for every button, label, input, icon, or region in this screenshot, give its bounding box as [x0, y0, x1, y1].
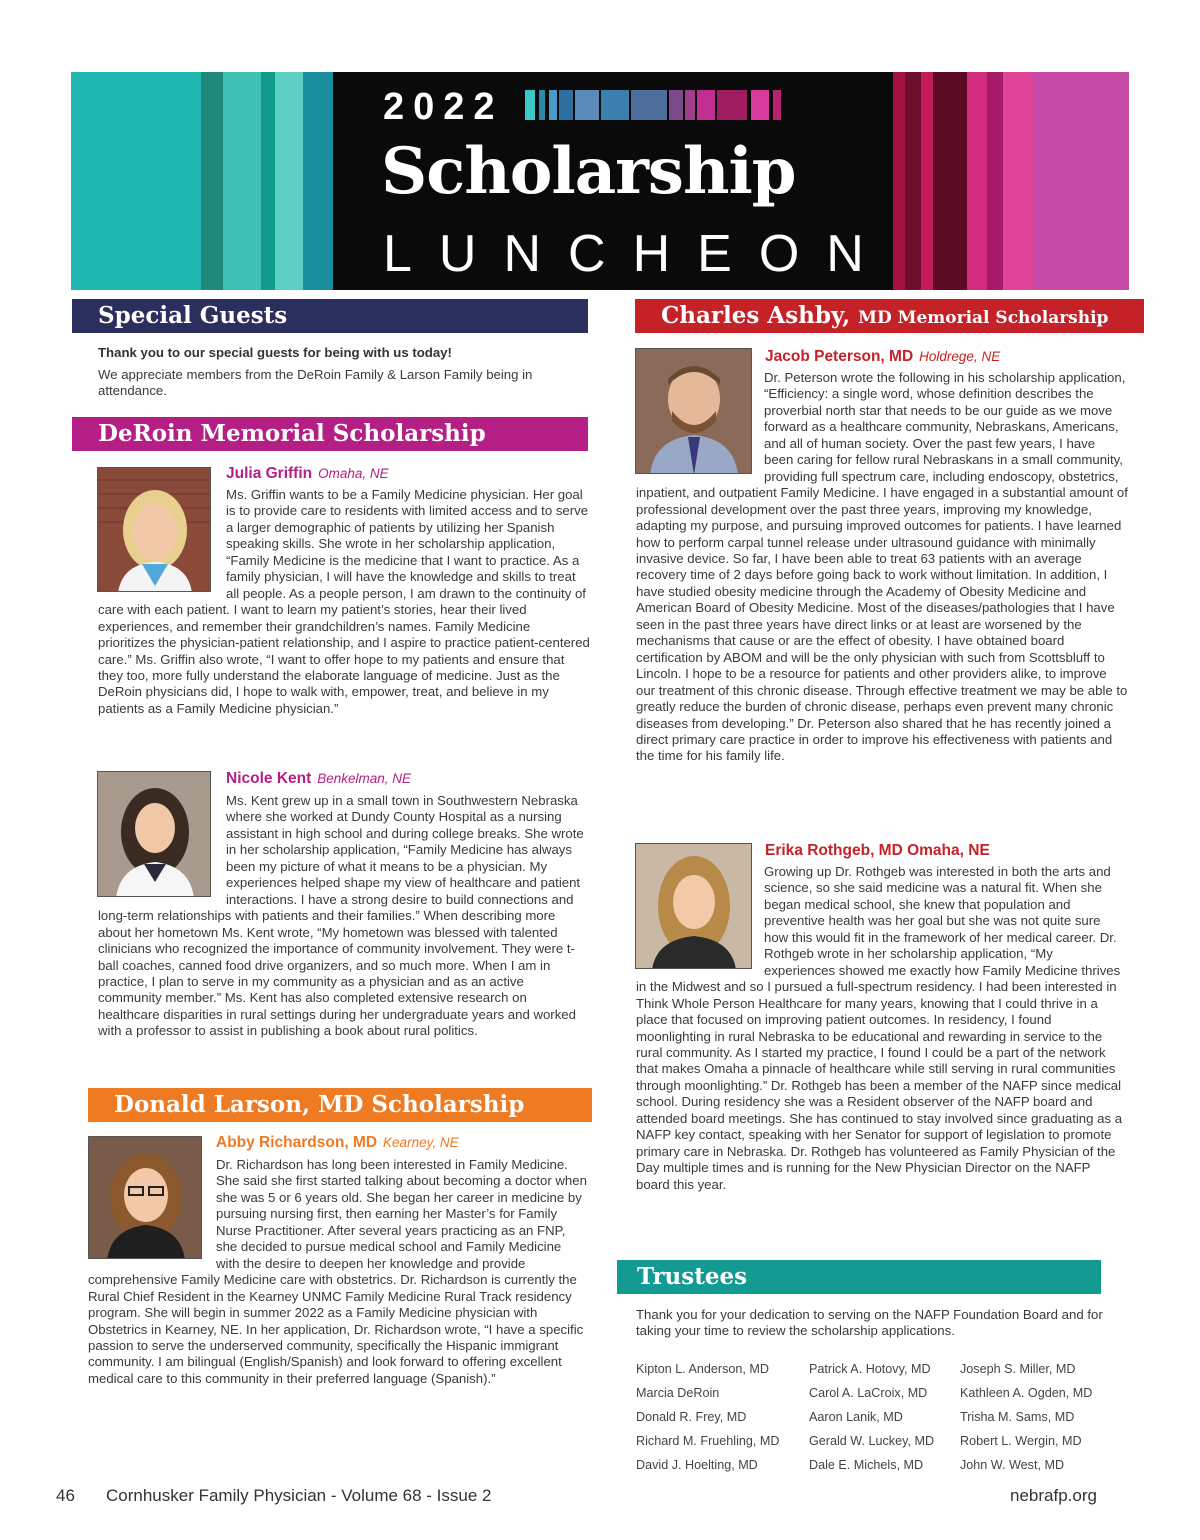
special-guests-thanks: Thank you to our special guests for being with us today! — [98, 345, 452, 360]
abby-richardson-location: Kearney, NE — [383, 1135, 459, 1150]
nicole-kent-bio: Ms. Kent grew up in a small town in Southwestern Nebraska where she worked at Dundy County Hospital as a nursing assistant in high school and during college breaks. She wrote in her scholarship application, “Family Medicine has always been my picture of what it means to be a physician. My experiences helped shape my view of healthcare and patient interactions. I have a strong desire to build connections and long-term relationships with patients and their families.” When describing more about her hometown Ms. Kent wrote, “My hometown was blessed with talented clinicians who recognized the importance of community involvement. They were t-ball coaches, canned food drive organizers, and so much more. When I am in practice, I plan to serve in my community as a physician and as an active community member.” Ms. Kent has also completed extensive research on healthcare disparities in rural settings during her undergraduate years and worked with a professor to assist in publishing a book about rural politics. — [98, 793, 584, 1039]
abby-richardson-name: Abby Richardson, MD Kearney, NE — [216, 1134, 459, 1151]
deroin-header: DeRoin Memorial Scholarship — [72, 417, 588, 451]
trustee-name: Gerald W. Luckey, MD — [809, 1434, 935, 1448]
julia-griffin-name: Julia Griffin Omaha, NE — [226, 465, 389, 482]
jacob-peterson-location: Holdrege, NE — [919, 349, 1001, 364]
trustees-intro: Thank you for your dedication to serving on the NAFP Foundation Board and for taking your time to review the scholarship applications. — [636, 1307, 1103, 1339]
nicole-kent-location: Benkelman, NE — [317, 771, 412, 786]
trustee-name: Kipton L. Anderson, MD — [636, 1362, 770, 1376]
banner-title: Scholarship — [381, 134, 796, 209]
nicole-kent-name: Nicole Kent Benkelman, NE — [226, 770, 412, 787]
publication-title: Cornhusker Family Physician - Volume 68 - Issue 2 — [106, 1486, 492, 1505]
trustee-name: Aaron Lanik, MD — [809, 1410, 903, 1424]
trustee-name: Kathleen A. Ogden, MD — [960, 1386, 1093, 1400]
trustee-name: Trisha M. Sams, MD — [960, 1410, 1075, 1424]
banner-subtitle: LUNCHEON — [383, 225, 891, 283]
erika-rothgeb-name: Erika Rothgeb, MD Omaha, NE — [765, 842, 990, 859]
trustees-header: Trustees — [617, 1260, 1101, 1294]
trustee-name: Dale E. Michels, MD — [809, 1458, 924, 1472]
page-number: 46 — [56, 1486, 75, 1505]
julia-griffin-bio: Ms. Griffin wants to be a Family Medicine physician. Her goal is to provide care to residents with limited access and to serve a larger demographic of patients by utilizing her Spanish speaking skills. She wrote in her scholarship application, “Family Medicine is the medicine that I want to practice. As a family physician, I will have the knowledge and skills to treat all people. As a people person, I am drawn to the continuity of care with each patient. I want to learn my patient’s stories, hear their lived experiences, and remember their grandchildren’s names. Family Medicine prioritizes the physician-patient relationship, and I aspire to practice patient-centered care.” Ms. Griffin also wrote, “I want to offer hope to my patients and ensure that they too, more fully understand the elaborate language of medicine. Just as the DeRoin physicians did, I hope to walk with, empower, treat, and believe in my patients as a Family Medicine physician.” — [98, 487, 590, 716]
jacob-peterson-name: Jacob Peterson, MD Holdrege, NE — [765, 348, 1001, 365]
larson-header: Donald Larson, MD Scholarship — [88, 1088, 592, 1122]
trustee-name: Donald R. Frey, MD — [636, 1410, 747, 1424]
special-guests-text: We appreciate members from the DeRoin Family & Larson Family being in attendance. — [98, 367, 533, 399]
julia-griffin-location: Omaha, NE — [318, 466, 389, 481]
trustee-name: Robert L. Wergin, MD — [960, 1434, 1082, 1448]
trustee-name: David J. Hoelting, MD — [636, 1458, 758, 1472]
special-guests-header: Special Guests — [72, 299, 588, 333]
jacob-peterson-bio: Dr. Peterson wrote the following in his scholarship application, “Efficiency: a single word, whose definition describes the proverbial north star that needs to be our guide as we move forward as a healthcare community, Nebraskans, Americans, and all of human society. Over the past few years, I have been caring for fellow rural Nebraskans in a small community, providing full spectrum care, including endoscopy, obstetrics, inpatient, and outpatient Family Medicine. I have engaged in a substantial amount of professional development over the past three years, improving my knowledge, adapting my purpose, and pursuing improved outcomes for patients. I have learned how to perform carpal tunnel release under ultrasound guidance with minimally invasive device. So far, I have been able to treat 63 patients with an average recovery time of 2 days before going back to work without limitation. In addition, I have studied obesity medicine through the Academy of Obesity Medicine and American Board of Obesity Medicine. Most of the diseases/pathologies that I have seen in the past three years have direct links or at least are worsened by the mechanisms that cause or are the effect of obesity. I have obtained board certification by ABOM and will be the only physician with such from Scottsbluff to Lincoln. I hope to be a resource for patients and other providers alike, to improve our treatment of this chronic disease. Through effective treatment we may be able to greatly reduce the burden of chronic disease, perhaps even prevent many chronic diseases from developing.” Dr. Peterson also shared that he has recently joined a direct primary care practice in order to improve his effectiveness with patients and the time for his family life. — [636, 370, 1128, 764]
trustee-name: Marcia DeRoin — [636, 1386, 720, 1400]
banner-year: 2022 — [383, 86, 504, 128]
erika-rothgeb-bio: Growing up Dr. Rothgeb was interested in both the arts and science, so she said medicine was a natural fit. When she began medical school, she knew that population and preventive health was her goal but she was not quite sure how this would fit in the framework of her medical career. Dr. Rothgeb wrote in her scholarship application, “My experiences showed me exactly how Family Medicine thrives in the Midwest and so I pursued a full-spectrum residency. I had been interested in Think Whole Person Healthcare for many years, knowing that I could thrive in a place that focused on improving patient outcomes. In residency, I found moonlighting in rural Nebraska to be educational and rewarding in service to the rural community. As I started my practice, I found I could be a part of the network that makes Omaha a pinnacle of healthcare while still serving in rural communities through moonlighting.” Dr. Rothgeb has been a member of the NAFP since medical school. During residency she was a Resident observer of the NAFP board and attended board meetings. She has continued to stay involved since graduating as a NAFP key contact, speaking with her Senator for support of legislation to promote primary care in Nebraska. Dr. Rothgeb has volunteered as Family Physician of the Day multiple times and is running for the New Physician Director on the NAFP board this year. — [636, 864, 1123, 1192]
banner-title-block — [333, 72, 893, 290]
website-link[interactable]: nebrafp.org — [1010, 1486, 1097, 1505]
trustee-name: Patrick A. Hotovy, MD — [809, 1362, 931, 1376]
banner — [71, 72, 1129, 290]
abby-richardson-bio: Dr. Richardson has long been interested in Family Medicine. She said she first started talking about becoming a doctor when she was 5 or 6 years old. She began her career in medicine by pursuing nursing first, then earning her Master’s for Family Nurse Practitioner. After several years practicing as an FNP, she decided to pursue medical school and Family Medicine with the desire to deepen her knowledge and provide comprehensive Family Medicine care with obstetrics. Dr. Richardson is currently the Rural Chief Resident in the Kearney UNMC Family Medicine Rural Track residency program. She will begin in summer 2022 as a Family Medicine physician with Obstetrics in Kearney, NE. In her application, Dr. Richardson wrote, “I have a specific passion to serve the underserved community, specifically the Hispanic immigrant community. I am bilingual (English/Spanish) and look forward to offering excellent medical care to this community in their preferred language (Spanish).” — [88, 1157, 587, 1386]
trustee-name: Richard M. Fruehling, MD — [636, 1434, 780, 1448]
trustee-name: Carol A. LaCroix, MD — [809, 1386, 928, 1400]
ashby-header: Charles Ashby, MD Memorial Scholarship — [635, 299, 1144, 333]
trustee-name: Joseph S. Miller, MD — [960, 1362, 1076, 1376]
trustee-name: John W. West, MD — [960, 1458, 1065, 1472]
